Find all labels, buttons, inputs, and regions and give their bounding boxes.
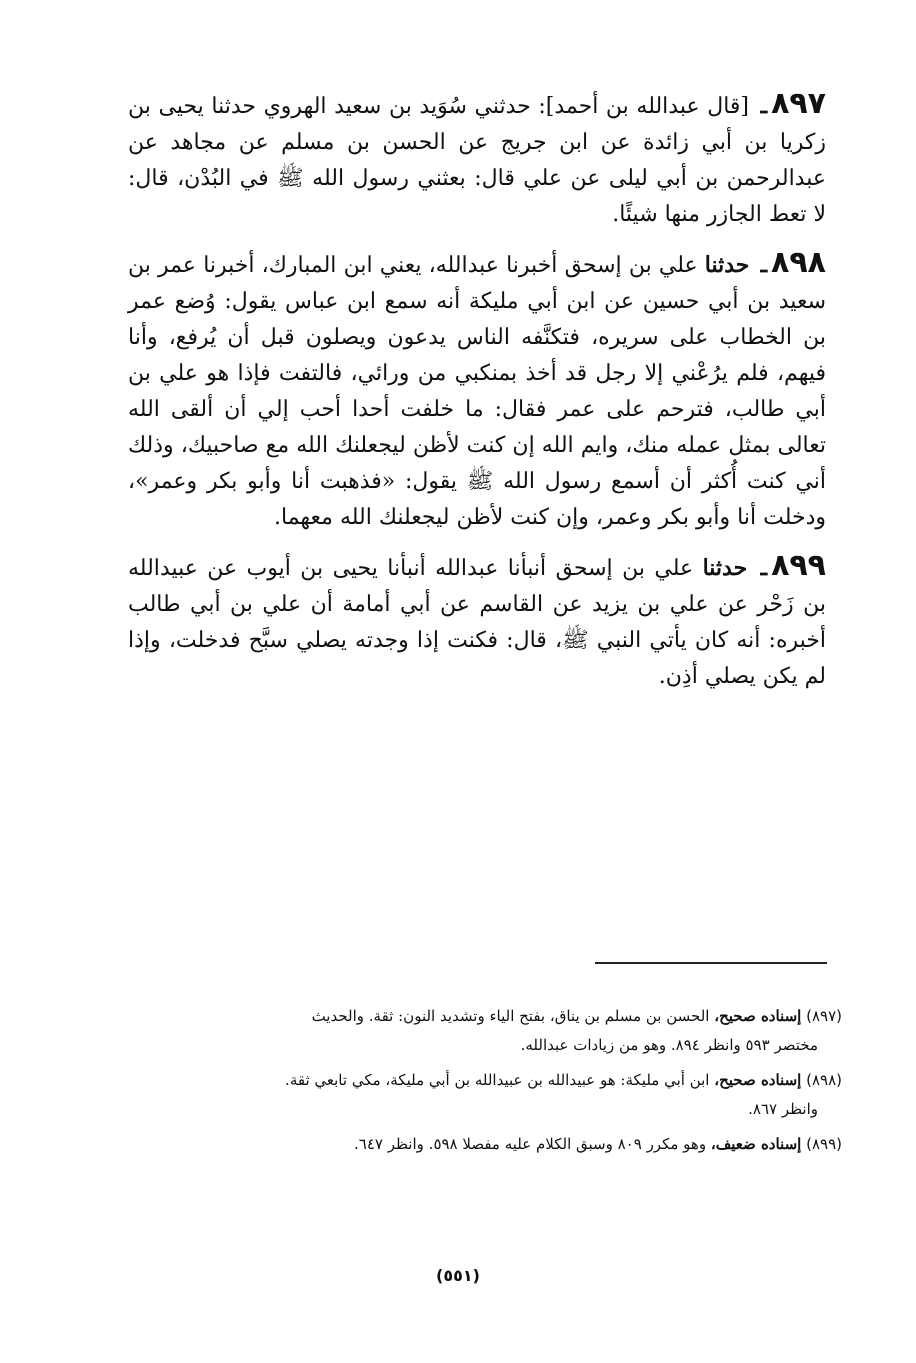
hadith-899 bbox=[128, 548, 826, 695]
footnote-grade: إسناده صحيح، bbox=[714, 1007, 802, 1025]
hadith-text: [قال عبدالله بن أحمد]: حدثني سُوَيد بن سعيد الهروي حدثنا يحيى بن زكريا بن أبي زائدة عن ابن جريج عن الحسن بن مسلم عن مجاهد عن عبدالرحمن بن أبي ليلى عن علي قال: بعثني رسول الله ﷺ في البُدْن، قال: لا تعط الجازر منها شيئًا. bbox=[128, 94, 826, 227]
footnote-ref: (٨٩٧) bbox=[806, 1007, 842, 1025]
hadith-dash: ـ bbox=[760, 555, 768, 581]
hadith-text: علي بن إسحق أنبأنا عبدالله أنبأنا يحيى بن أيوب عن عبيدالله بن زَحْر عن علي بن يزيد عن القاسم عن أبي أمامة أن علي بن أبي طالب أخبره: أنه كان يأتي النبي ﷺ، قال: فكنت إذا وجدته يصلي سبَّح فدخلت، وإذا لم يكن يصلي أذِن. bbox=[128, 556, 826, 689]
hadith-lead-word: حدثنا bbox=[702, 555, 748, 581]
footnote-text: الحسن بن مسلم بن يناق، بفتح الياء وتشديد النون: ثقة. والحديث bbox=[311, 1007, 710, 1025]
footnote-text: وهو مكرر ٨٠٩ وسبق الكلام عليه مفصلا ٥٩٨. وانظر ٦٤٧. bbox=[354, 1135, 707, 1153]
hadith-number: ٨٩٨ bbox=[771, 245, 826, 280]
hadith-dash: ـ bbox=[760, 252, 768, 278]
footnote-grade: إسناده ضعيف، bbox=[710, 1135, 802, 1153]
hadith-number: ٨٩٧ bbox=[771, 86, 826, 121]
hadith-897 bbox=[128, 86, 826, 233]
footnote-ref: (٨٩٩) bbox=[806, 1135, 842, 1153]
hadith-number: ٨٩٩ bbox=[771, 548, 826, 583]
hadith-text: علي بن إسحق أخبرنا عبدالله، يعني ابن المبارك، أخبرنا عمر بن سعيد بن أبي حسين عن ابن أبي مليكة أنه سمع ابن عباس يقول: وُضع عمر بن الخطاب على سريره، فتكنَّفه الناس يدعون ويصلون قبل أن يُرفع، وأنا فيهم، فلم يرُعْني إلا رجل قد أخذ بمنكبي من ورائي، فالتفت فإذا هو علي بن أبي طالب، فترحم على عمر فقال: ما خلفت أحدا أحب إلي أن ألقى الله تعالى بمثل عمله منك، وايم الله إن كنت لأظن ليجعلنك الله مع صاحبيك، وذلك أني كنت أُكثر أن أسمع رسول الله ﷺ يقول: «فذهبت أنا وأبو بكر وعمر»، ودخلت أنا وأبو بكر وعمر، وإن كنت لأظن ليجعلنك الله معهما. bbox=[128, 253, 826, 530]
footnote-898 bbox=[128, 1066, 842, 1124]
footnote-text-continued: مختصر ٥٩٣ وانظر ٨٩٤. وهو من زيادات عبدالله. bbox=[520, 1036, 818, 1054]
footnote-text: ابن أبي مليكة: هو عبيدالله بن عبيدالله بن أبي مليكة، مكي تابعي ثقة. bbox=[285, 1071, 710, 1089]
hadith-lead-word: حدثنا bbox=[704, 252, 750, 278]
footnote-899 bbox=[128, 1130, 842, 1159]
footnote-separator bbox=[595, 962, 827, 964]
hadith-dash: ـ bbox=[760, 93, 768, 119]
main-text-body bbox=[128, 86, 826, 707]
hadith-898 bbox=[128, 245, 826, 536]
footnote-897 bbox=[128, 1002, 842, 1060]
page-number: (٥٥١) bbox=[436, 1266, 480, 1285]
footnotes bbox=[128, 1002, 842, 1165]
footnote-text-continued: وانظر ٨٦٧. bbox=[748, 1100, 818, 1118]
footnote-grade: إسناده صحيح، bbox=[714, 1071, 802, 1089]
footnote-ref: (٨٩٨) bbox=[806, 1071, 842, 1089]
